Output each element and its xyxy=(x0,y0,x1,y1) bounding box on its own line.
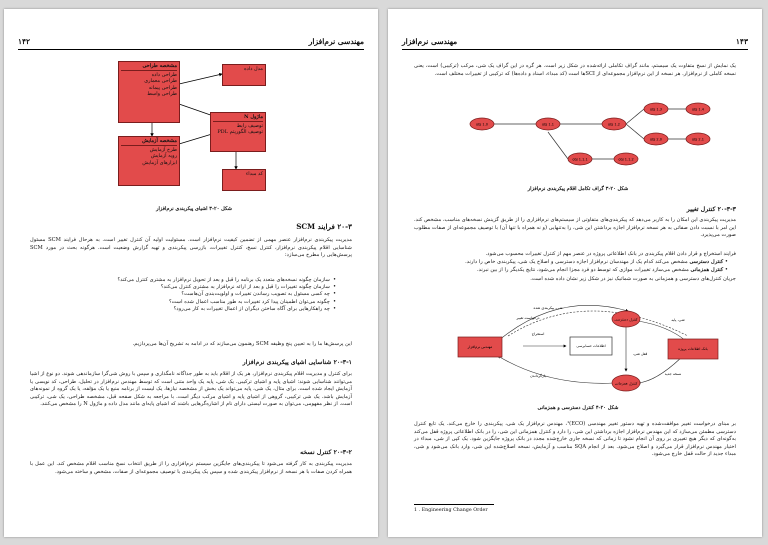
box-item: ابزارهای آزمایش xyxy=(142,159,177,166)
flow-label: اطلاعات حسابرسی xyxy=(576,344,606,348)
node-label: obj 1.1.2 xyxy=(618,157,634,162)
box-item: طراحی واسط xyxy=(147,91,177,97)
bullet-text: مشخص می‌سازد تغییرات موازی که توسط دو فرد مجزا انجام می‌شود، نتایج یکدیگر را از بین نبرند. xyxy=(476,267,689,273)
paragraph: برای کنترل و مدیریت اقلام پیکربندی نرم‌افزار، هر یک از اقلام باید به طور جداگانه نامگذاری و سپس با روش شی‌گرا سازماندهی شوند. دو نوع از اشیا می‌توانند شناسایی شوند: اشیای پایه و اشیای ترکیبی. یک شی، پایه یک واحد متنی است که توسط مهندس نرم‌افزار در تحلیل، طراحی، کد نویسی یا آزمایش ایجاد شده است. برای مثال، یک شی، پایه می‌تواند یک بخش از مشخصه نیازها، یک لیست از برنامه منبع یا یک مؤلفه، یا یک گروه از نمونه‌های آزمایش باشد. یک شی ترکیبی، گروهی از اشیای پایه و اشیای مرکب دیگر است. با مراجعه به شکل صفحه قبل، مشخصه طراحی، یک شی، ترکیبی است. از نظر مفهومی، می‌توان به صورت لیستی دارای نام از اشاره‌گرهایی باشند که اشیای پایه‌ای مانند مدل داده و ماژول N را مشخص می‌کنند. xyxy=(30,371,352,408)
header-title: مهندسی نرم‌افزار xyxy=(308,37,364,46)
box-item: طراحی پیمانه xyxy=(148,84,177,91)
flow-label: کنترل دسترسی xyxy=(614,317,638,322)
figure-caption: شکل ۲۰-۳ اشیای پیکربندی نرم‌افزار xyxy=(156,206,232,212)
flow-label: بازگرداندن xyxy=(530,374,546,378)
footnote-rule xyxy=(414,504,494,505)
bullet-term: کنترل همزمانی xyxy=(690,267,724,273)
box-item: توصیف رابط xyxy=(236,122,263,129)
subsection-heading: ۲۰-۳-۲ کنترل نسخه xyxy=(300,449,352,456)
box-title: ماژول N xyxy=(213,114,263,122)
question-list xyxy=(36,277,344,313)
page-number: ۱۴۲ xyxy=(18,37,31,46)
test-spec-box xyxy=(118,136,180,186)
figure-caption: شکل ۲۰-۴ کنترل دسترسی و همزمانی xyxy=(537,405,619,411)
paragraph: فرایند استخراج و قرار دادن اقلام پیکربندی در بانک اطلاعاتی پروژه در عنصر مهم از کنترل تغییرات محسوب می‌شود. xyxy=(485,251,736,257)
list-item: • چگونه می‌توان اطمینان پیدا کرد تغییرات به طور مناسب اعمال شده است؟ xyxy=(36,299,336,306)
header-title: مهندسی نرم‌افزار xyxy=(402,37,458,46)
evolution-graph xyxy=(388,97,762,187)
list-item: • سازمان چگونه تغییرات را قبل و بعد از ارائه نرم‌افزار به مشتری کنترل می‌کند؟ xyxy=(36,284,336,291)
bullet-access: • کنترل دسترسی مشخص می‌کند کدام یک از مهندسان نرم‌افزار اجازه دسترسی و اصلاح یک شی، پیکربندی خاص را دارند. xyxy=(465,259,728,265)
paragraph: جریان کنترل‌های دسترسی و همزمانی به صورت شماتیک نیز در شکل زیر نشان داده شده است. xyxy=(530,276,736,282)
paragraph: بر مبنای درخواست تغییر موافقت‌شده و تهیه دستور تغییر مهندسی (ECO)¹، مهندس نرم‌افزار یک شی، پیکربندی را خارج می‌کند. یک تابع کنترل دسترسی مطمئن می‌سازد که این مهندس نرم‌افزار اجازه برداشتن این شی، را دارد و کنترل همزمانی این شی، را در بانک اطلاعاتی پروژه قفل می‌کند به‌گونه‌ای که دیگر هیچ تغییری بر روی آن انجام نشود تا زمانی که نسخه جاری خارج‌شده مجدد در بانک پروژه جایگزین شود. یک کپی از شی، مبداء در اختیار مهندس نرم‌افزار قرار می‌گیرد و اصلاح می‌شود. بعد از انجام SQA مناسب و آزمایش، نسخه اصلاح‌شده این شی، وارد بانک می‌شود و شی، مبداء جدید از حالت قفل خارج می‌شود. xyxy=(414,421,736,458)
paragraph: این پرسش‌ها ما را به تعیین پنج وظیفه SCM رهنمون می‌سازند که در ادامه به تشریح آن‌ها می‌پردازیم. xyxy=(132,341,352,347)
box-item: رویه آزمایش xyxy=(150,153,177,159)
flow-label: کنترل همزمانی xyxy=(614,381,638,386)
right-page xyxy=(388,9,762,537)
box-title: مدل داده xyxy=(244,66,263,72)
node-label: obj 1.1.1 xyxy=(572,157,588,162)
data-model-box xyxy=(222,64,266,86)
subsection-heading: ۲۰-۳-۳ کنترل تغییر xyxy=(686,206,736,213)
box-item: طراحی معماری xyxy=(144,78,177,84)
box-item: توصیف الگوریتم PDL xyxy=(217,129,263,135)
flow-label: بانک اطلاعات پروژه xyxy=(678,347,708,351)
flow-label: نسخه جدید xyxy=(664,372,682,376)
paragraph: مدیریت پیکربندی این امکان را به کاربر می‌دهد که پیکربندی‌های متفاوتی از سیستم‌های نرم‌افزاری را از طریق گزینش نسخه‌های مناسب، مشخص کند. این امر با نسبت دادن صفاتی به هر نسخه نرم‌افزار اجازه برداشتن این شی، را به‌تنهایی (و نه همراه با تنها آن) با توصیف مجموعه‌ای از صفات مطلوب صورت می‌پذیرد. xyxy=(414,217,736,239)
node-label: obj 1.3 xyxy=(649,107,663,112)
flow-label: قفل شی، xyxy=(632,352,648,356)
page-number: ۱۴۳ xyxy=(735,37,748,46)
bullet-concurrency: • کنترل همزمانی مشخص می‌سازد تغییرات موازی که توسط دو فرد مجزا انجام می‌شود، نتایج یکدیگر را از بین نبرند. xyxy=(476,267,728,273)
flow-label: شی، پیکربندی شده xyxy=(533,306,563,310)
box-item: طراحی داده xyxy=(151,71,177,78)
design-spec-box xyxy=(118,61,180,123)
node-label: obj 1.1 xyxy=(541,122,555,127)
flow-label: شی، پایه xyxy=(671,318,685,322)
source-code-box xyxy=(222,169,266,191)
figure-caption: شکل ۲۰-۳ گراف تکامل اقلام پیکربندی نرم‌افزار xyxy=(527,186,629,192)
bullet-text: مشخص می‌کند کدام یک از مهندسان نرم‌افزار اجازه دسترسی و اصلاح یک شی، پیکربندی خاص را دارند. xyxy=(465,259,688,265)
node-label: obj 2.0 xyxy=(649,137,663,142)
node-label: obj 2.1 xyxy=(691,137,705,142)
config-objects-arrows xyxy=(4,9,378,229)
paragraph: مدیریت پیکربندی نرم‌افزار عنصر مهمی از تضمین کیفیت نرم‌افزار است. مسئولیت اولیه آن کنترل تغییر است. به هرحال فرایند SCM مسئول شناسایی اقلام پیکربندی نرم‌افزار، کنترل نسخ، کنترل تغییرات، بازرسی پیکربندی و تهیه گزارش وضعیت است. هرگونه بحث در مورد SCM پرسش‌هایی را مطرح می‌سازد: xyxy=(30,237,352,259)
flow-label: درخواست تغییر xyxy=(516,316,540,320)
flow-label: استخراج xyxy=(531,332,545,336)
box-title: مشخصه آزمایش xyxy=(121,138,177,146)
access-control-figure xyxy=(388,291,762,401)
left-page xyxy=(4,9,378,537)
footnote: 1 . Engineering Change Order xyxy=(414,508,488,513)
box-title: کد مبداء xyxy=(245,171,263,177)
box-title: مشخصه طراحی xyxy=(121,63,177,71)
paragraph: مدیریت پیکربندی به کار گرفته می‌شود تا پیکربندی‌های جایگزین سیستم نرم‌افزاری را از طریق انتخاب نسخ مناسب اقلام مشخص کند. این عمل با همراه کردن صفات با هر نسخه از نرم‌افزار پیکربندی شده و سپس یک پیکربندی با توصیف مجموعه‌ای از صفات، مشخص و ساخته می‌شود. xyxy=(30,461,352,475)
list-item: • چه راهکارهایی برای آگاه ساختن دیگران از اعمال تغییرات به کار می‌رود؟ xyxy=(36,306,336,313)
module-box xyxy=(210,112,266,152)
page-header xyxy=(402,37,748,50)
bullet-term: کنترل دسترسی xyxy=(689,259,724,265)
list-item: • سازمان چگونه نسخه‌های متعدد یک برنامه را قبل و بعد از تحویل نرم‌افزار به مشتری کنترل می‌کند؟ xyxy=(36,277,336,284)
node-label: obj 1.4 xyxy=(691,107,705,112)
node-label: obj 1.2 xyxy=(607,122,621,127)
paragraph: یک نمایش از نسخ متفاوت یک سیستم، مانند گراف تکاملی ارائه‌شده در شکل زیر است. هر گره در این گراف یک شی، مرکب (ترکیبی) است، یعنی نسخه کاملی از نرم‌افزار. هر نسخه از این نرم‌افزار مجموعه‌ای از SCIها است (کد مبداء، اسناد و داده‌ها) که ترکیبی از تغییرات مختلف است. xyxy=(414,63,736,77)
section-heading: ۲۰-۳ فرایند SCM xyxy=(296,222,352,231)
flow-label: مهندس نرم‌افزار xyxy=(467,345,493,349)
list-item: • چه کسی مسئول به تصویب رساندن تغییرات و اولویت‌بندی آن‌هاست؟ xyxy=(36,291,336,298)
node-label: obj 1.0 xyxy=(475,122,489,127)
box-item: طرح آزمایش xyxy=(149,146,177,153)
subsection-heading: ۲۰-۳-۱ شناسایی اشیای پیکربندی نرم‌افزار xyxy=(242,359,352,366)
